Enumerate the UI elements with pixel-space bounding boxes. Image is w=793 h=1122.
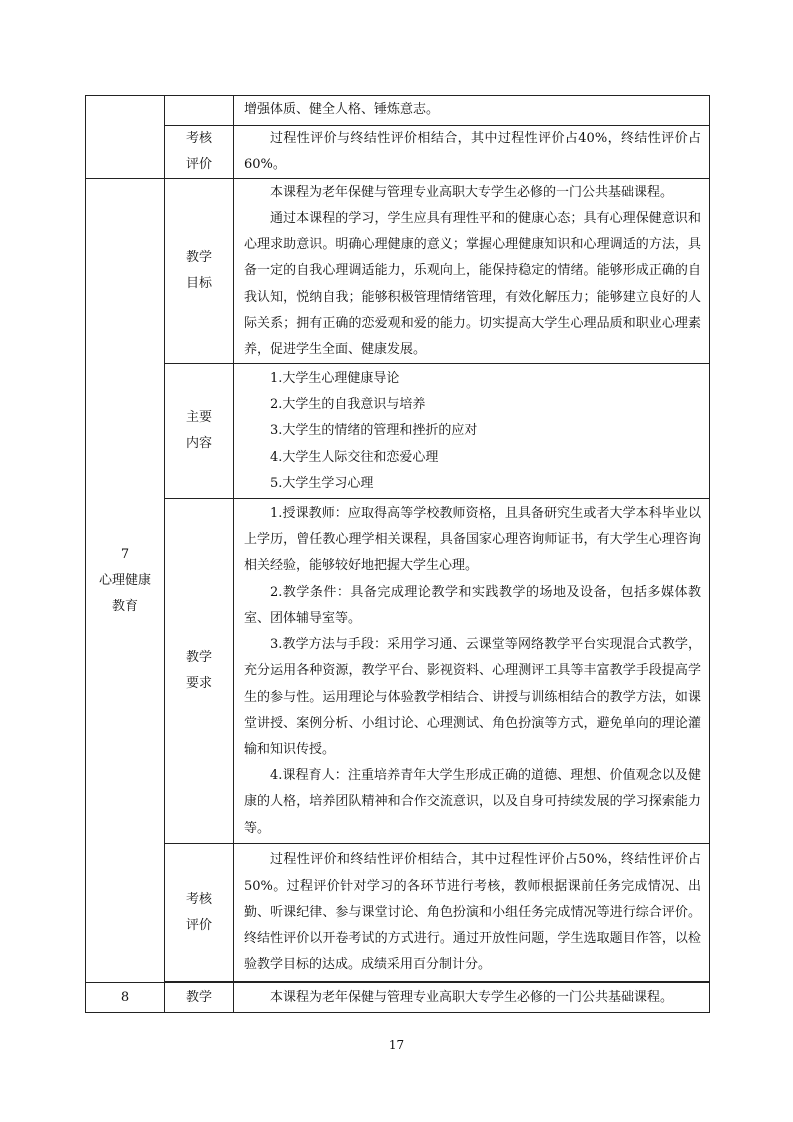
- prev-assessment-text: 过程性评价与终结性评价相结合，其中过程性评价占40%，终结性评价占60%。: [234, 126, 710, 179]
- prev-assessment-label: 考核 评价: [165, 126, 234, 179]
- objective-tail-text: 增强体质、健全人格、锤炼意志。: [244, 102, 440, 118]
- course-name-line1: 心理健康: [98, 572, 151, 588]
- course7-header: [86, 179, 165, 983]
- list-item: 1.大学生心理健康导论: [270, 370, 400, 386]
- requirement-item: 3.教学方法与手段：采用学习通、云课堂等网络教学平台实现混合式教学，充分运用各种资源，教学平台、影视资料、心理测评工具等丰富教学手段提高学生的参与性。运用理论与体验教学相结合、讲授与训练相结合的教学方法，如课堂讲授、案例分析、小组讨论、心理测试、角色扮演等方式，避免单向的理论灌输和知识传授。: [244, 637, 701, 757]
- course8-number: 8: [86, 983, 165, 1013]
- list-item: 3.大学生的情绪的管理和挫折的应对: [270, 423, 478, 439]
- table-row: [86, 126, 710, 179]
- course-name-line2: 教育: [111, 598, 138, 614]
- content-label: 主要 内容: [165, 364, 234, 499]
- course8-label: 教学: [165, 983, 234, 1013]
- assessment-label: 考核 评价: [165, 844, 234, 982]
- curriculum-table: [85, 95, 710, 1013]
- table-row: [86, 364, 710, 499]
- prev-label-cell: [165, 96, 234, 126]
- list-item: 2.大学生的自我意识与培养: [270, 397, 426, 413]
- content-list: [234, 364, 710, 499]
- course-number: 7: [120, 546, 130, 562]
- course8-text: 本课程为老年保健与管理专业高职大专学生必修的一门公共基础课程。: [234, 983, 710, 1013]
- table-row: [86, 499, 710, 844]
- objectives-label: 教学 目标: [165, 179, 234, 364]
- requirement-item: 2.教学条件：具备完成理论教学和实践教学的场地及设备，包括多媒体教室、团体辅导室等。: [244, 584, 701, 626]
- requirement-item: 4.课程育人：注重培养青年大学生形成正确的道德、理想、价值观念以及健康的人格，培养团队精神和合作交流意识，以及自身可持续发展的学习探索能力等。: [244, 768, 701, 836]
- requirements-label: 教学 要求: [165, 499, 234, 844]
- table-row: [86, 844, 710, 982]
- requirement-item: 1.授课教师：应取得高等学校教师资格，且具备研究生或者大学本科毕业以上学历，曾任教心理学相关课程，具备国家心理咨询师证书，有大学生心理咨询相关经验，能够较好地把握大学生心理。: [244, 506, 701, 574]
- assessment-text: 过程性评价和终结性评价相结合，其中过程性评价占50%，终结性评价占50%。过程评价针对学习的各环节进行考核，教师根据课前任务完成情况、出勤、听课纪律、参与课堂讨论、角色扮演和小组任务完成情况等进行综合评价。终结性评价以开卷考试的方式进行。通过开放性问题，学生选取题目作答，以检验教学目标的达成。成绩采用百分制计分。: [234, 844, 710, 982]
- prev-course-number-cell: [86, 96, 165, 179]
- table-row: [86, 983, 710, 1013]
- objectives-text: 本课程为老年保健与管理专业高职大专学生必修的一门公共基础课程。 通过本课程的学习，学生应具有理性平和的健康心态；具有心理保健意识和心理求助意识。明确心理健康的意义；掌握心理健康知识和心理调适的方法，具备一定的自我心理调适能力，乐观向上，能保持稳定的情绪。能够形成正确的自我认知，悦纳自我；能够积极管理情绪管理，有效化解压力；能够建立良好的人际关系；拥有正确的恋爱观和爱的能力。切实提高大学生心理品质和职业心理素养，促进学生全面、健康发展。: [234, 179, 710, 364]
- table-row: [86, 96, 710, 126]
- table-row: [86, 179, 710, 364]
- prev-objective-tail: [234, 96, 710, 126]
- page-number: 17: [388, 1038, 405, 1052]
- list-item: 4.大学生人际交往和恋爱心理: [270, 449, 439, 465]
- requirements-text: [234, 499, 710, 844]
- list-item: 5.大学生学习心理: [270, 475, 374, 491]
